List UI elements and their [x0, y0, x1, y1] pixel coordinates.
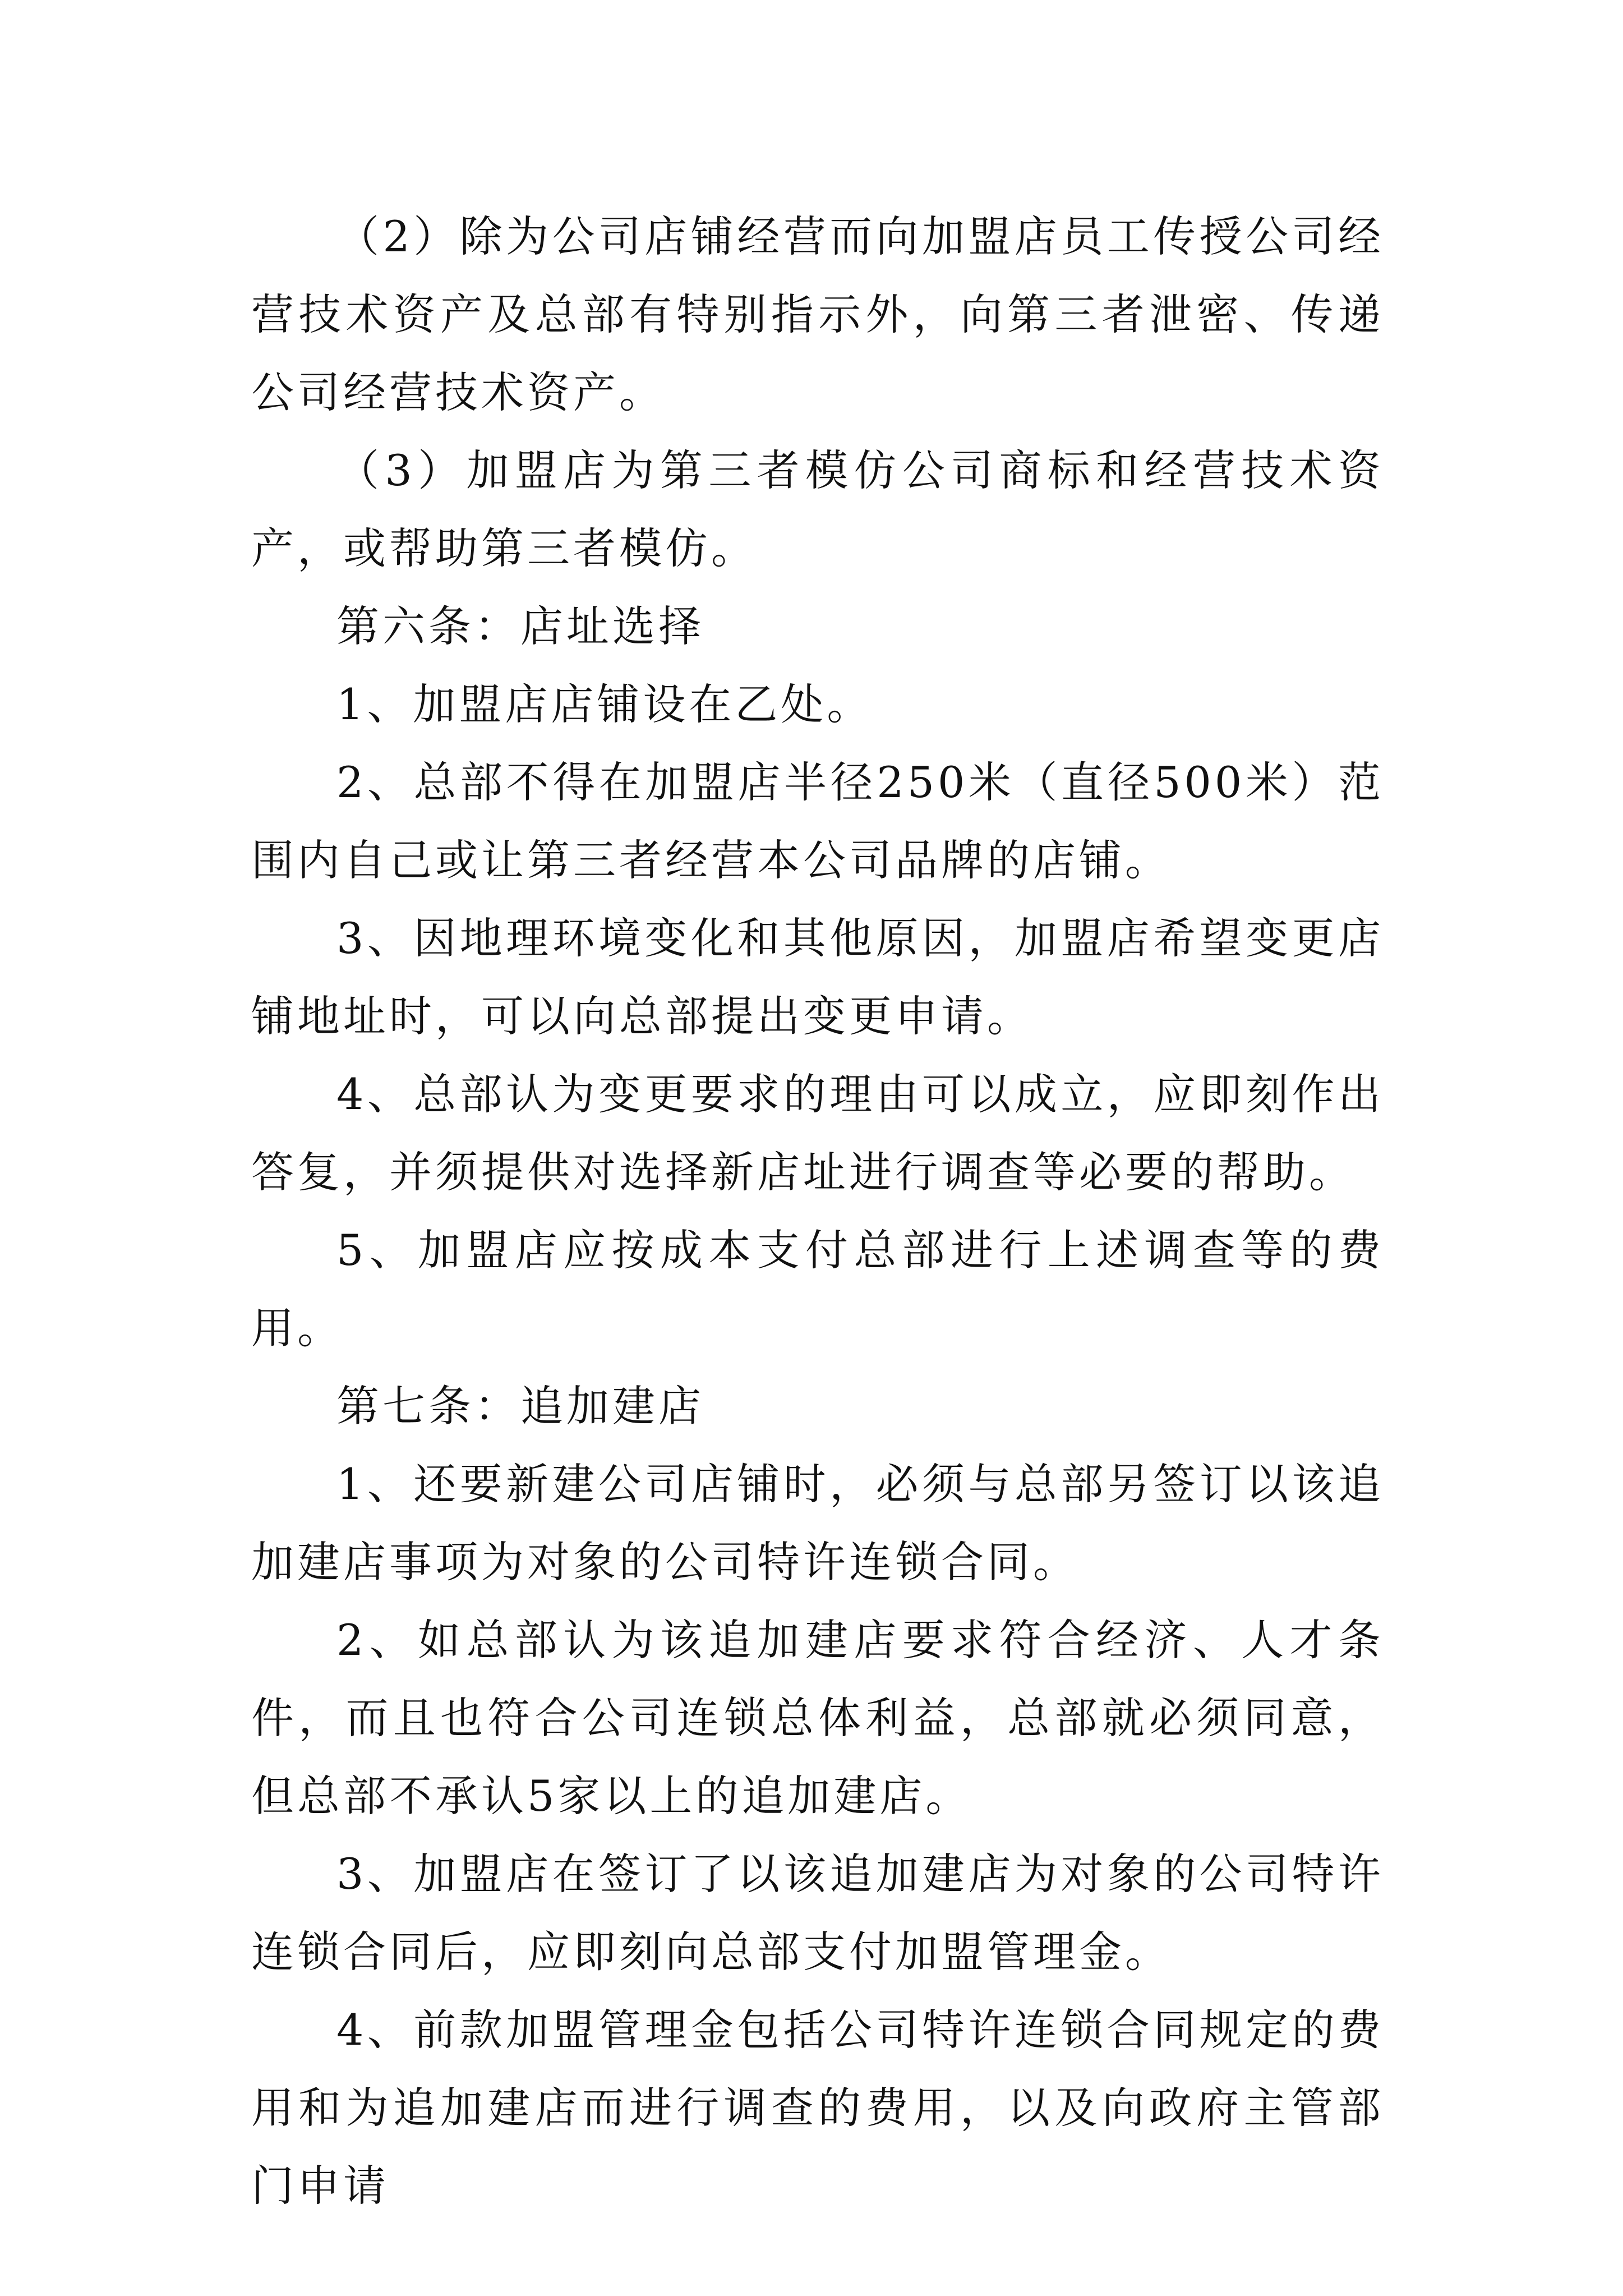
article-7-item-3: 3、加盟店在签订了以该追加建店为对象的公司特许连锁合同后，应即刻向总部支付加盟管理金。: [251, 1849, 1384, 1977]
article-6-heading: 第六条：店址选择: [336, 601, 704, 651]
paragraph-clause-3: （3）加盟店为第三者模仿公司商标和经营技术资产，或帮助第三者模仿。: [251, 445, 1384, 573]
article-6-item-5: 5、加盟店应按成本支付总部进行上述调查等的费用。: [251, 1225, 1384, 1353]
article-6-item-1: 1、加盟店店铺设在乙处。: [336, 679, 873, 729]
article-6-item-2: 2、总部不得在加盟店半径250米（直径500米）范围内自己或让第三者经营本公司品牌的店铺。: [251, 757, 1384, 885]
article-6-item-3: 3、因地理环境变化和其他原因，加盟店希望变更店铺地址时，可以向总部提出变更申请。: [251, 913, 1384, 1041]
article-7-item-4: 4、前款加盟管理金包括公司特许连锁合同规定的费用和为追加建店而进行调查的费用，以及向政府主管部门申请: [251, 2005, 1384, 2211]
document-body: [251, 197, 1384, 2225]
article-7-item-1: 1、还要新建公司店铺时，必须与总部另签订以该追加建店事项为对象的公司特许连锁合同。: [251, 1459, 1384, 1587]
article-7-heading: 第七条：追加建店: [336, 1381, 704, 1431]
article-6-item-4: 4、总部认为变更要求的理由可以成立，应即刻作出答复，并须提供对选择新店址进行调查等必要的帮助。: [251, 1069, 1384, 1197]
article-7-item-2: 2、如总部认为该追加建店要求符合经济、人才条件，而且也符合公司连锁总体利益，总部就必须同意，但总部不承认5家以上的追加建店。: [251, 1615, 1384, 1821]
paragraph-clause-2: （2）除为公司店铺经营而向加盟店员工传授公司经营技术资产及总部有特别指示外，向第三者泄密、传递公司经营技术资产。: [251, 211, 1384, 417]
